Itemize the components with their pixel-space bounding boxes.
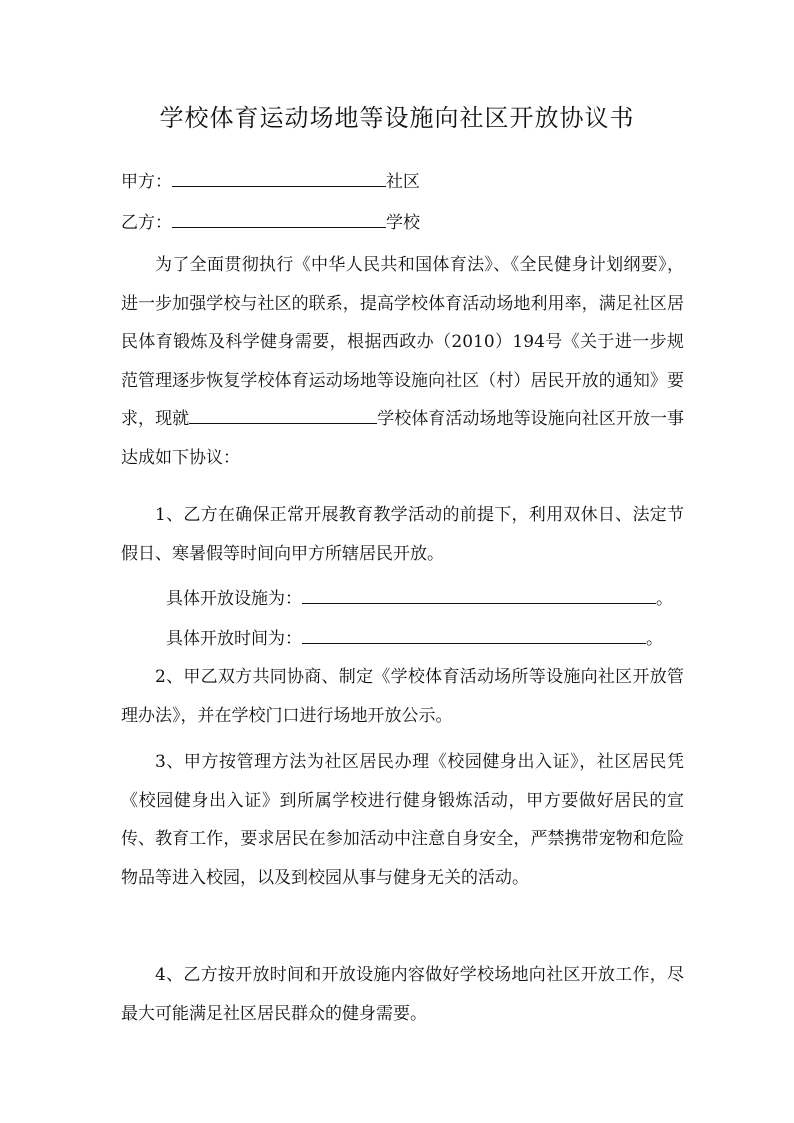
party-b-label: 乙方： [121,213,172,233]
clause-1: 1、乙方在确保正常开展教育教学活动的前提下，利用双休日、法定节假日、寒暑假等时间向甲方所辖居民开放。 [121,505,684,564]
intro-text-before: 为了全面贯彻执行《中华人民共和国体育法》、《全民健身计划纲要》，进一步加强学校与社区的联系，提高学校体育活动场地利用率，满足社区居民体育锻炼及科学健身需要，根据西政办（2010）194号《关于进一步规范管理逐步恢复学校体育运动场地等设施向社区（村）居民开放的通知》要求，现就 [121,255,684,429]
facilities-blank[interactable] [302,585,656,604]
intro-paragraph [121,246,684,477]
facilities-end: 。 [656,589,673,609]
clause-3: 3、甲方按管理方法为社区居民办理《校园健身出入证》，社区居民凭《校园健身出入证》到所属学校进行健身锻炼活动，甲方要做好居民的宣传、教育工作，要求居民在参加活动中注意自身安全，严禁携带宠物和危险物品等进入校园，以及到校园从事与健身无关的活动。 [121,752,684,888]
party-a-line [121,168,420,195]
clause-2: 2、甲乙双方共同协商、制定《学校体育活动场所等设施向社区开放管理办法》，并在学校门口进行场地开放公示。 [121,667,684,726]
facilities-line [166,585,673,612]
party-a-blank[interactable] [172,168,386,187]
party-a-suffix: 社区 [386,172,420,192]
hours-line [166,625,663,652]
facilities-label: 具体开放设施为： [166,589,302,609]
clause-4: 4、乙方按开放时间和开放设施内容做好学校场地向社区开放工作，尽最大可能满足社区居民群众的健身需要。 [121,965,684,1024]
hours-label: 具体开放时间为： [166,629,302,649]
hours-end: 。 [646,629,663,649]
party-a-label: 甲方： [121,172,172,192]
school-name-blank[interactable] [189,405,377,424]
hours-blank[interactable] [302,625,646,644]
party-b-suffix: 学校 [386,213,420,233]
intro-text-after: 学校体育活动场地等设施向社区开放一事达成如下协议： [121,409,685,468]
party-b-line [121,209,420,236]
document-title: 学校体育运动场地等设施向社区开放协议书 [159,104,635,132]
party-b-blank[interactable] [172,209,386,228]
